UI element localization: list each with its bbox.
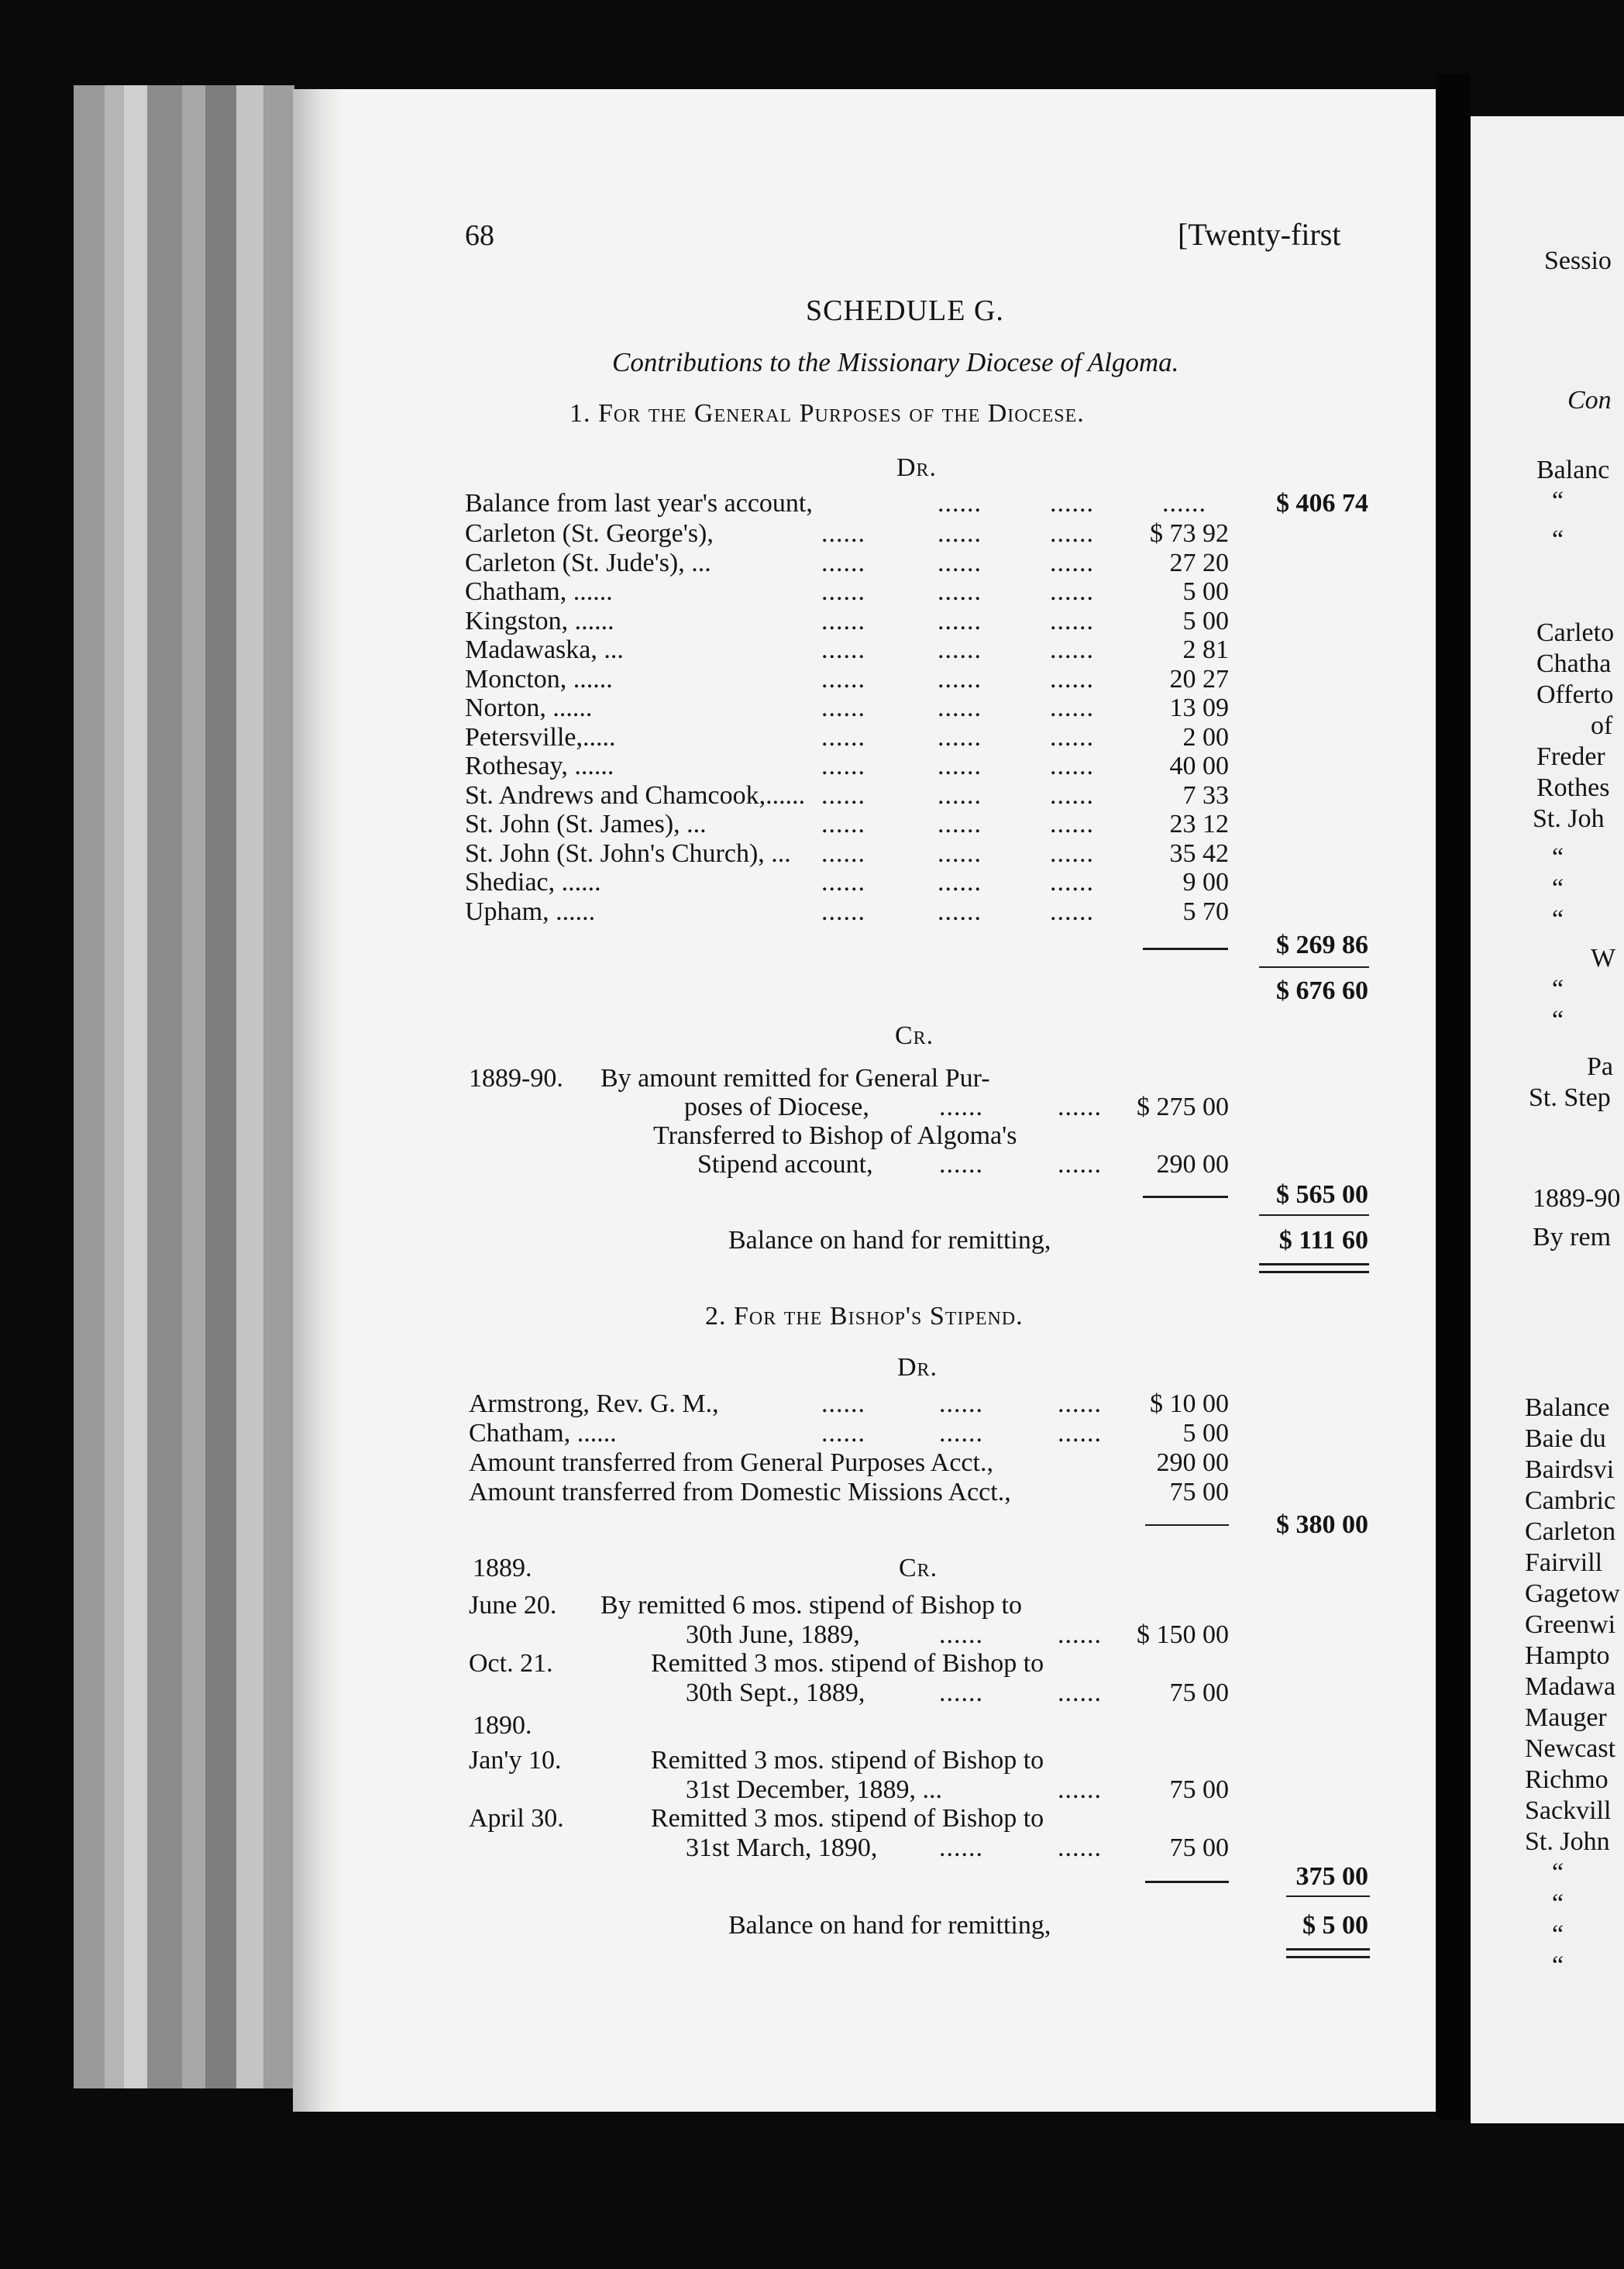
- leader-dots: ......: [821, 664, 865, 694]
- leader-dots: ......: [821, 780, 865, 810]
- leader-dots: ......: [1050, 868, 1094, 897]
- leader-dots: ......: [938, 897, 982, 926]
- facing-page-fragment: “: [1552, 1006, 1564, 1035]
- cr-year: 1889-90.: [469, 1064, 563, 1093]
- row-amount: 23 12: [1169, 810, 1229, 838]
- entry-amount: 75 00: [1169, 1833, 1229, 1862]
- row-amount: $ 73 92: [1150, 519, 1229, 548]
- row-amount: 5 70: [1182, 897, 1229, 926]
- row-amount: 2 81: [1182, 635, 1229, 664]
- double-rule: [1286, 1948, 1370, 1951]
- section1-subtotal: $ 269 86: [1276, 931, 1368, 959]
- facing-page-fragment: “: [1552, 905, 1564, 934]
- leader-dots: ......: [821, 810, 865, 838]
- facing-page-fragment: Con: [1567, 386, 1612, 415]
- leader-dots: ......: [1050, 577, 1094, 606]
- row-label: Rothesay, ......: [465, 752, 614, 780]
- entry-amount: 75 00: [1169, 1679, 1229, 1707]
- section2-cr-label: Cr.: [899, 1554, 938, 1582]
- row-amount: 7 33: [1182, 780, 1229, 810]
- row-label: Chatham, ......: [465, 577, 613, 606]
- facing-page-fragment: Bairdsvi: [1525, 1455, 1615, 1484]
- leader-dots: ......: [821, 606, 865, 635]
- row-label: St. John (St. John's Church), ...: [465, 838, 791, 868]
- facing-page-fragment: “: [1552, 1920, 1564, 1949]
- leader-dots: ......: [1058, 1150, 1102, 1179]
- leader-dots: ......: [938, 780, 982, 810]
- row-amount: 75 00: [1169, 1478, 1229, 1506]
- leader-dots: ......: [1050, 489, 1094, 518]
- leader-dots: ......: [1050, 635, 1094, 664]
- leader-dots: ......: [1050, 606, 1094, 635]
- leader-dots: ......: [1162, 489, 1206, 518]
- row-amount: 5 00: [1182, 577, 1229, 606]
- leader-dots: ......: [1058, 1419, 1102, 1448]
- row-amount: 35 42: [1169, 838, 1229, 868]
- row-amount: 290 00: [1156, 1448, 1229, 1477]
- double-rule: [1286, 1956, 1370, 1958]
- leader-dots: ......: [1058, 1775, 1102, 1804]
- leader-dots: ......: [938, 752, 982, 780]
- leader-dots: ......: [939, 1679, 983, 1707]
- entry-line2: 31st March, 1890,: [686, 1833, 878, 1862]
- facing-page-fragment: Carleton: [1525, 1517, 1616, 1546]
- balance-on-hand-value: $ 111 60: [1278, 1226, 1368, 1255]
- row-amount: 40 00: [1169, 752, 1229, 780]
- row-label: Amount transferred from General Purposes Acct.,: [469, 1448, 993, 1477]
- leader-dots: ......: [938, 722, 982, 752]
- leader-dots: ......: [939, 1833, 983, 1862]
- leader-dots: ......: [1050, 810, 1094, 838]
- double-rule: [1259, 1271, 1369, 1273]
- facing-page-fragment: “: [1552, 975, 1564, 1004]
- facing-page-fragment: Mauger: [1525, 1703, 1607, 1732]
- row-amount: 20 27: [1169, 664, 1229, 694]
- year-1890: 1890.: [473, 1711, 532, 1740]
- balance2-value: $ 5 00: [1302, 1911, 1368, 1940]
- entry-date: April 30.: [469, 1804, 564, 1833]
- facing-page-fragment: Chatha: [1536, 649, 1612, 678]
- row-label: St. Andrews and Chamcook,......: [465, 780, 806, 810]
- cr-line3: Transferred to Bishop of Algoma's: [653, 1121, 1017, 1150]
- facing-page-fragment: Gagetow: [1525, 1579, 1620, 1608]
- leader-dots: ......: [938, 489, 982, 518]
- leader-dots: ......: [938, 606, 982, 635]
- section1-total: $ 676 60: [1276, 976, 1368, 1005]
- section1-cr-label: Cr.: [895, 1021, 934, 1050]
- facing-page-fragment: “: [1552, 874, 1564, 903]
- facing-page: [1471, 116, 1624, 2123]
- book-page-edges: [74, 85, 294, 2088]
- facing-page-fragment: “: [1552, 1889, 1564, 1918]
- row-label: Carleton (St. George's),: [465, 519, 714, 548]
- leader-dots: ......: [1050, 694, 1094, 722]
- leader-dots: ......: [1058, 1389, 1102, 1418]
- leader-dots: ......: [821, 752, 865, 780]
- leader-dots: ......: [821, 722, 865, 752]
- entry-line1: Remitted 3 mos. stipend of Bishop to: [651, 1746, 1044, 1775]
- section1-dr-label: Dr.: [896, 453, 938, 482]
- facing-page-fragment: of: [1591, 711, 1613, 740]
- facing-page-fragment: By rem: [1533, 1223, 1612, 1252]
- row-amount: $ 10 00: [1150, 1389, 1229, 1418]
- facing-page-fragment: W: [1591, 944, 1616, 973]
- leader-dots: ......: [1050, 780, 1094, 810]
- facing-page-fragment: Madawa: [1525, 1672, 1616, 1701]
- leader-dots: ......: [1050, 548, 1094, 577]
- entry-amount: 75 00: [1169, 1775, 1229, 1804]
- cr2-total-rule: [1286, 1895, 1370, 1897]
- facing-page-fragment: Fairvill: [1525, 1548, 1603, 1577]
- entry-line2: 31st December, 1889, ...: [686, 1775, 943, 1804]
- leader-dots: ......: [939, 1419, 983, 1448]
- leader-dots: ......: [939, 1093, 983, 1121]
- entry-amount: $ 150 00: [1137, 1620, 1229, 1649]
- section2-dr-total: $ 380 00: [1276, 1510, 1368, 1539]
- row-amount: 5 00: [1182, 606, 1229, 635]
- leader-dots: ......: [821, 1419, 865, 1448]
- row-label: Shediac, ......: [465, 868, 601, 897]
- leader-dots: ......: [938, 868, 982, 897]
- leader-dots: ......: [938, 548, 982, 577]
- row-amount: 9 00: [1182, 868, 1229, 897]
- cr-line4: Stipend account,: [697, 1150, 873, 1179]
- row-amount: 5 00: [1182, 1419, 1229, 1448]
- total-rule: [1259, 966, 1369, 968]
- facing-page-fragment: “: [1552, 1951, 1564, 1980]
- facing-page-fragment: St. Step: [1529, 1083, 1611, 1112]
- balance2-label: Balance on hand for remitting,: [728, 1911, 1051, 1940]
- entry-line1: Remitted 3 mos. stipend of Bishop to: [651, 1804, 1044, 1833]
- leader-dots: ......: [939, 1620, 983, 1649]
- schedule-subtitle: Contributions to the Missionary Diocese of Algoma.: [612, 347, 1179, 377]
- year-1889: 1889.: [473, 1554, 532, 1582]
- leader-dots: ......: [821, 838, 865, 868]
- leader-dots: ......: [821, 868, 865, 897]
- dr-rule: [1145, 1524, 1229, 1526]
- entry-date: June 20.: [469, 1591, 557, 1620]
- cr-total: $ 565 00: [1276, 1180, 1368, 1209]
- leader-dots: ......: [821, 694, 865, 722]
- facing-page-fragment: Offerto: [1536, 680, 1614, 709]
- row-label: Kingston, ......: [465, 606, 614, 635]
- leader-dots: ......: [1058, 1620, 1102, 1649]
- facing-page-fragment: “: [1552, 525, 1564, 554]
- leader-dots: ......: [821, 548, 865, 577]
- facing-page-fragment: Carleto: [1536, 618, 1615, 647]
- entry-line2: 30th Sept., 1889,: [686, 1679, 865, 1707]
- row-label: Moncton, ......: [465, 664, 613, 694]
- row-label: St. John (St. James), ...: [465, 810, 707, 838]
- facing-page-fragment: “: [1552, 843, 1564, 872]
- facing-page-fragment: Sackvill: [1525, 1796, 1612, 1825]
- section2-heading: 2. For the Bishop's Stipend.: [705, 1302, 1024, 1331]
- leader-dots: ......: [821, 1389, 865, 1418]
- balance-label: Balance from last year's account,: [465, 489, 813, 518]
- facing-page-fragment: Rothes: [1536, 773, 1610, 802]
- facing-page-fragment: Cambric: [1525, 1486, 1616, 1515]
- leader-dots: ......: [1050, 838, 1094, 868]
- row-amount: 2 00: [1182, 722, 1229, 752]
- leader-dots: ......: [1058, 1679, 1102, 1707]
- leader-dots: ......: [1050, 664, 1094, 694]
- cr-line1: By amount remitted for General Pur-: [600, 1064, 990, 1093]
- leader-dots: ......: [1058, 1093, 1102, 1121]
- row-label: Madawaska, ...: [465, 635, 624, 664]
- double-rule: [1259, 1263, 1369, 1265]
- row-label: Upham, ......: [465, 897, 596, 926]
- row-amount: 13 09: [1169, 694, 1229, 722]
- leader-dots: ......: [1058, 1833, 1102, 1862]
- leader-dots: ......: [821, 635, 865, 664]
- row-label: Armstrong, Rev. G. M.,: [469, 1389, 719, 1418]
- cr-line2: poses of Diocese,: [684, 1093, 869, 1121]
- leader-dots: ......: [939, 1389, 983, 1418]
- facing-page-fragment: St. John: [1525, 1827, 1610, 1856]
- schedule-title: SCHEDULE G.: [806, 294, 1004, 327]
- cr-rule: [1143, 1196, 1228, 1198]
- cr2-rule: [1145, 1881, 1229, 1883]
- facing-page-fragment: Richmo: [1525, 1765, 1609, 1794]
- facing-page-fragment: “: [1552, 1858, 1564, 1887]
- leader-dots: ......: [938, 519, 982, 548]
- facing-page-fragment: Pa: [1587, 1052, 1613, 1081]
- leader-dots: ......: [938, 664, 982, 694]
- leader-dots: ......: [938, 635, 982, 664]
- leader-dots: ......: [1050, 722, 1094, 752]
- row-amount: 27 20: [1169, 548, 1229, 577]
- entry-date: Oct. 21.: [469, 1649, 553, 1678]
- book-gutter: [1436, 74, 1471, 2119]
- entry-line2: 30th June, 1889,: [686, 1620, 860, 1649]
- section1-heading: 1. For the General Purposes of the Diocese.: [569, 399, 1085, 428]
- row-label: Chatham, ......: [469, 1419, 617, 1448]
- balance-on-hand-label: Balance on hand for remitting,: [728, 1226, 1051, 1255]
- entry-line1: By remitted 6 mos. stipend of Bishop to: [600, 1591, 1022, 1620]
- cr-amount1: $ 275 00: [1137, 1093, 1229, 1121]
- facing-page-fragment: Baie du: [1525, 1424, 1606, 1453]
- leader-dots: ......: [938, 694, 982, 722]
- leader-dots: ......: [1050, 752, 1094, 780]
- leader-dots: ......: [938, 810, 982, 838]
- row-label: Amount transferred from Domestic Missions Acct.,: [469, 1478, 1011, 1506]
- facing-page-fragment: Sessio: [1544, 246, 1612, 275]
- leader-dots: ......: [821, 897, 865, 926]
- leader-dots: ......: [1050, 519, 1094, 548]
- running-head: [Twenty-first: [1178, 217, 1341, 252]
- row-label: Petersville,.....: [465, 722, 616, 752]
- facing-page-fragment: “: [1552, 487, 1564, 515]
- facing-page-fragment: 1889-90: [1533, 1184, 1621, 1213]
- leader-dots: ......: [821, 519, 865, 548]
- subtotal-rule: [1143, 948, 1228, 950]
- leader-dots: ......: [938, 577, 982, 606]
- row-label: Norton, ......: [465, 694, 593, 722]
- section2-cr-total: 375 00: [1295, 1862, 1368, 1891]
- facing-page-fragment: Greenwi: [1525, 1610, 1616, 1639]
- entry-date: Jan'y 10.: [469, 1746, 562, 1775]
- cr-amount2: 290 00: [1156, 1150, 1229, 1179]
- facing-page-fragment: Balanc: [1536, 456, 1610, 484]
- facing-page-fragment: Hampto: [1525, 1641, 1610, 1670]
- cr-total-rule: [1259, 1214, 1369, 1216]
- entry-line1: Remitted 3 mos. stipend of Bishop to: [651, 1649, 1044, 1678]
- row-label: Carleton (St. Jude's), ...: [465, 548, 711, 577]
- facing-page-fragment: St. Joh: [1533, 804, 1605, 833]
- leader-dots: ......: [1050, 897, 1094, 926]
- leader-dots: ......: [821, 577, 865, 606]
- section2-dr-label: Dr.: [897, 1353, 938, 1382]
- facing-page-fragment: Newcast: [1525, 1734, 1616, 1763]
- balance-total: $ 406 74: [1276, 489, 1368, 518]
- leader-dots: ......: [938, 838, 982, 868]
- leader-dots: ......: [939, 1150, 983, 1179]
- facing-page-fragment: Balance: [1525, 1393, 1610, 1422]
- page-number: 68: [465, 219, 494, 252]
- facing-page-fragment: Freder: [1536, 742, 1605, 771]
